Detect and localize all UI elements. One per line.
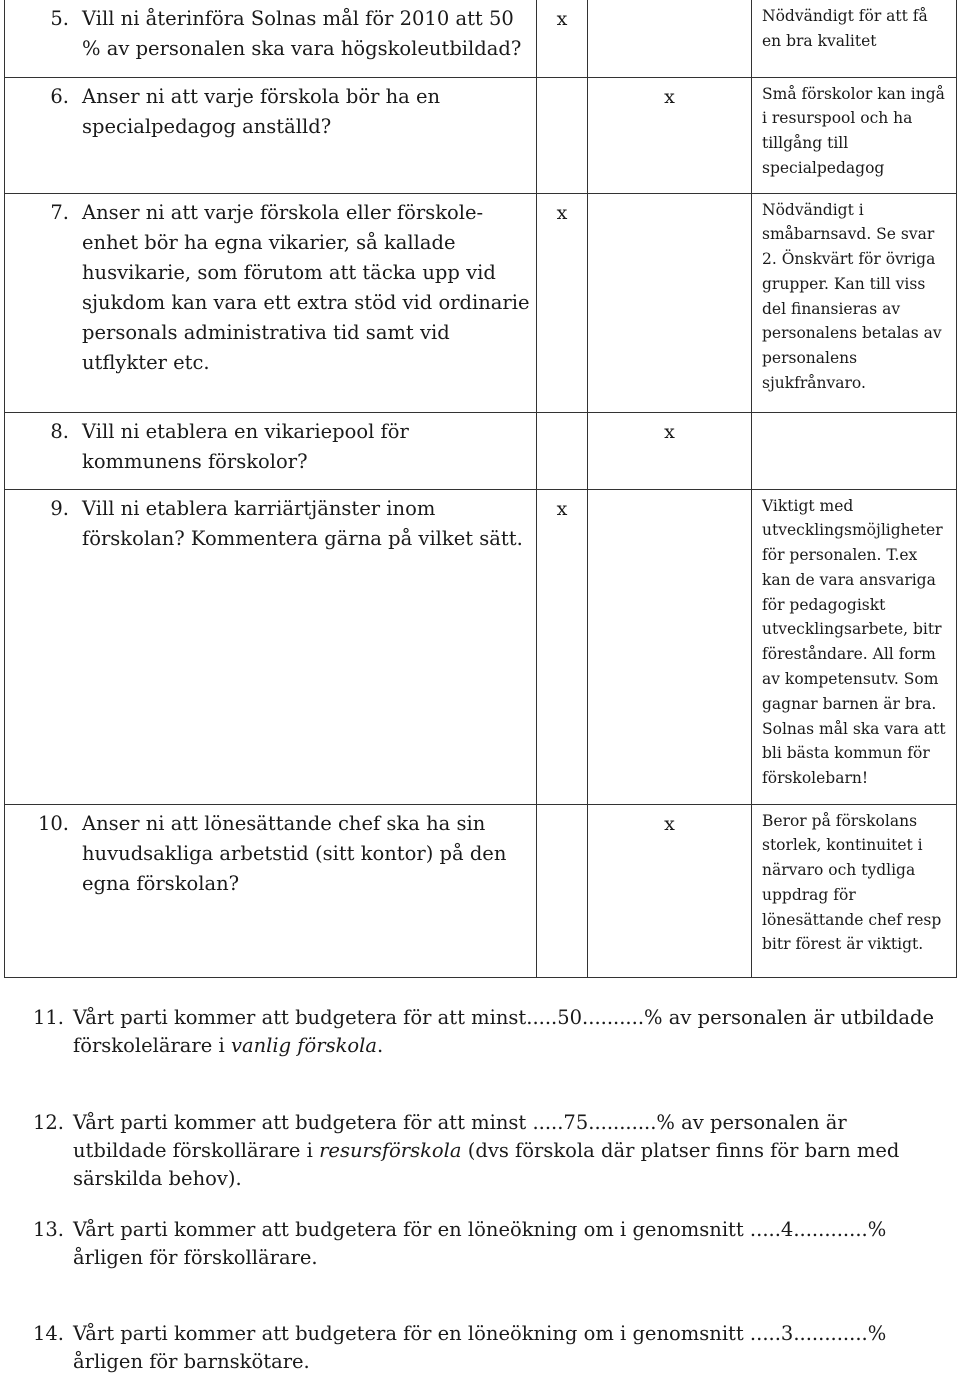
question-cell xyxy=(5,193,537,412)
question-cell xyxy=(5,489,537,804)
yes-mark xyxy=(537,804,588,977)
footer-text: Vårt parti kommer att budgetera för att minst.....50..........% av personalen är utbildade förskolelärare i vanlig förskola. xyxy=(73,1006,935,1057)
footer-item xyxy=(0,1320,960,1376)
question-number: 8. xyxy=(50,419,69,443)
footer-item xyxy=(0,1109,960,1193)
footer-text: Vårt parti kommer att budgetera för att minst .....75...........% av personalen är utbildade förskollärare i resursförskola (dvs förskola där platser finns för barn med särskilda behov). xyxy=(73,1111,900,1190)
question-number: 9. xyxy=(50,496,69,520)
question-text: Vill ni etablera karriärtjänster inom förskolan? Kommentera gärna på vilket sätt. xyxy=(82,496,523,550)
comment-cell: Beror på förskolans storlek, kontinuitet i närvaro och tydliga uppdrag för lönesättande chef resp bitr förest är viktigt. xyxy=(752,804,957,977)
table-row xyxy=(5,412,957,489)
no-mark xyxy=(588,489,752,804)
question-text: Anser ni att lönesättande chef ska ha sin huvudsakliga arbetstid (sitt kontor) på den egna förskolan? xyxy=(82,811,507,895)
question-cell xyxy=(5,77,537,193)
no-mark xyxy=(588,193,752,412)
no-mark: x xyxy=(588,412,752,489)
comment-cell: Viktigt med utvecklingsmöjligheter för personalen. T.ex kan de vara ansvariga för pedagogiskt utvecklingsarbete, bitr föreståndare. All form av kompetensutv. Som gagnar barnen är bra. Solnas mål ska vara att bli bästa kommun för förskolebarn! xyxy=(752,489,957,804)
footer-item xyxy=(0,1216,960,1272)
yes-mark xyxy=(537,412,588,489)
question-cell xyxy=(5,412,537,489)
question-number: 6. xyxy=(50,84,69,108)
survey-table xyxy=(4,0,957,978)
yes-mark: x xyxy=(537,193,588,412)
no-mark: x xyxy=(588,77,752,193)
yes-mark: x xyxy=(537,0,588,77)
question-text: Anser ni att varje förskola bör ha en specialpedagog anställd? xyxy=(82,84,441,138)
question-number: 10. xyxy=(37,811,69,835)
comment-cell: Små förskolor kan ingå i resurspool och ha tillgång till specialpedagog xyxy=(752,77,957,193)
question-text: Vill ni etablera en vikariepool för kommunens förskolor? xyxy=(82,419,409,473)
comment-cell xyxy=(752,412,957,489)
footer-text: Vårt parti kommer att budgetera för en löneökning om i genomsnitt .....3............% årligen för barnskötare. xyxy=(73,1322,887,1373)
yes-mark xyxy=(537,77,588,193)
comment-cell: Nödvändigt i småbarnsavd. Se svar 2. Önskvärt för övriga grupper. Kan till viss del finansieras av personalens betalas av personalens sjukfrånvaro. xyxy=(752,193,957,412)
question-cell xyxy=(5,804,537,977)
no-mark xyxy=(588,0,752,77)
question-text: Vill ni återinföra Solnas mål för 2010 att 50 % av personalen ska vara högskoleutbildad? xyxy=(82,7,522,60)
yes-mark: x xyxy=(537,489,588,804)
question-number: 7. xyxy=(50,200,69,224)
table-row xyxy=(5,804,957,977)
table-row xyxy=(5,193,957,412)
table-row xyxy=(5,77,957,193)
question-text: Anser ni att varje förskola eller förskole-enhet bör ha egna vikarier, så kallade husvikarie, som förutom att täcka upp vid sjukdom kan vara ett extra stöd vid ordinarie personals administrativa tid samt vid utflykter etc. xyxy=(82,200,530,374)
table-row xyxy=(5,0,957,77)
comment-cell: Nödvändigt för att få en bra kvalitet xyxy=(752,0,957,77)
footer-number: 11. xyxy=(32,1006,64,1029)
footer-number: 12. xyxy=(32,1111,64,1134)
table-row xyxy=(5,489,957,804)
no-mark: x xyxy=(588,804,752,977)
footer-number: 14. xyxy=(32,1322,64,1345)
footer-number: 13. xyxy=(32,1218,64,1241)
question-cell xyxy=(5,0,537,77)
question-number: 5. xyxy=(50,7,69,30)
footer-text: Vårt parti kommer att budgetera för en löneökning om i genomsnitt .....4............% årligen för förskollärare. xyxy=(73,1218,887,1269)
footer-item xyxy=(0,1004,960,1060)
